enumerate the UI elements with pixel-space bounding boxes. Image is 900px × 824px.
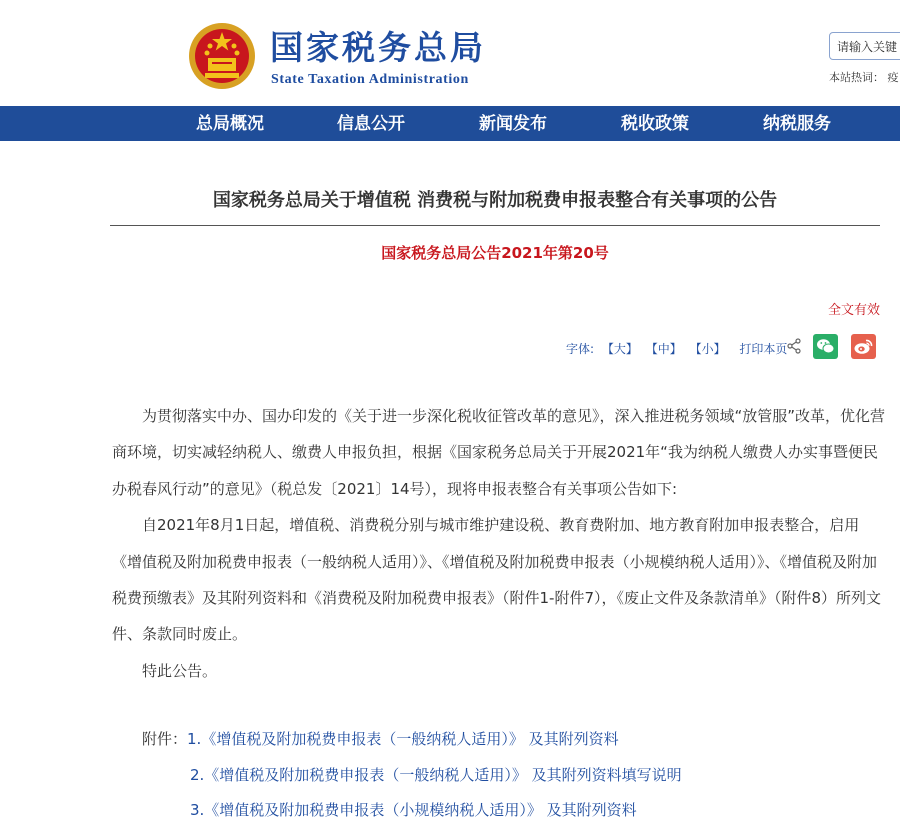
article-tools — [566, 340, 791, 357]
attachment-item — [142, 728, 619, 749]
article-paragraph-3: 特此公告。 — [142, 661, 218, 680]
site-header — [0, 0, 900, 106]
attachment-link-3[interactable]: 3.《增值税及附加税费申报表（小规模纳税人适用）》 及其附列资料 — [190, 801, 637, 819]
attachment-link-2[interactable]: 2.《增值税及附加税费申报表（一般纳税人适用）》 及其附列资料填写说明 — [190, 766, 682, 784]
attachments-label: 附件： — [142, 730, 188, 748]
font-large-button[interactable]: 【大】 — [601, 342, 638, 356]
share-icon[interactable] — [786, 338, 802, 354]
search-input[interactable]: 请输入关键 — [829, 32, 900, 60]
font-small-button[interactable]: 【小】 — [689, 342, 726, 356]
attachment-link-1[interactable]: 1.《增值税及附加税费申报表（一般纳税人适用）》 及其附列资料 — [187, 730, 619, 748]
article-paragraph-2: 自2021年8月1日起，增值税、消费税分别与城市维护建设税、教育费附加、地方教育附加申报表整合，启用《增值税及附加税费申报表（一般纳税人适用）》、《增值税及附加税费申报表（小规模纳税人适用）》、《增值税及附加税费预缴表》及其附列资料和《消费税及附加税费申报表》（附件1-附件7），《废止文件及条款清单》（附件8）所列文件、条款同时废止。 — [112, 516, 882, 644]
nav-item-news[interactable]: 新闻发布 — [479, 114, 547, 134]
title-divider — [110, 225, 880, 226]
main-nav — [0, 106, 900, 141]
print-button[interactable]: 打印本页 — [739, 342, 788, 356]
nav-item-service[interactable]: 纳税服务 — [763, 114, 831, 134]
article-body — [112, 398, 887, 689]
article-title: 国家税务总局关于增值税 消费税与附加税费申报表整合有关事项的公告 — [212, 190, 778, 211]
weibo-icon[interactable] — [851, 334, 876, 359]
nav-item-disclosure[interactable]: 信息公开 — [337, 114, 405, 134]
site-logo-text[interactable]: 国家税务总局 — [270, 28, 486, 67]
font-size-label: 字体: — [566, 342, 595, 356]
attachment-item — [190, 764, 682, 785]
hot-words: 本站热词： 疫 — [829, 71, 899, 84]
wechat-icon[interactable] — [813, 334, 838, 359]
national-emblem-icon[interactable] — [188, 22, 256, 90]
site-logo-english[interactable]: State Taxation Administration — [271, 72, 469, 87]
validity-status: 全文有效 — [827, 303, 880, 318]
article-paragraph-1: 为贯彻落实中办、国办印发的《关于进一步深化税收征管改革的意见》，深入推进税务领域“放管服”改革，优化营商环境，切实减轻纳税人、缴费人申报负担，根据《国家税务总局关于开展2021年“我为纳税人缴费人办实事暨便民办税春风行动”的意见》（税总发〔2021〕14号），现将申报表整合有关事项公告如下: — [112, 407, 886, 498]
nav-item-policy[interactable]: 税收政策 — [621, 114, 689, 134]
attachment-item — [190, 799, 637, 820]
document-number: 国家税务总局公告2021年第20号 — [381, 244, 609, 262]
nav-item-overview[interactable]: 总局概况 — [196, 114, 264, 134]
font-medium-button[interactable]: 【中】 — [645, 342, 682, 356]
